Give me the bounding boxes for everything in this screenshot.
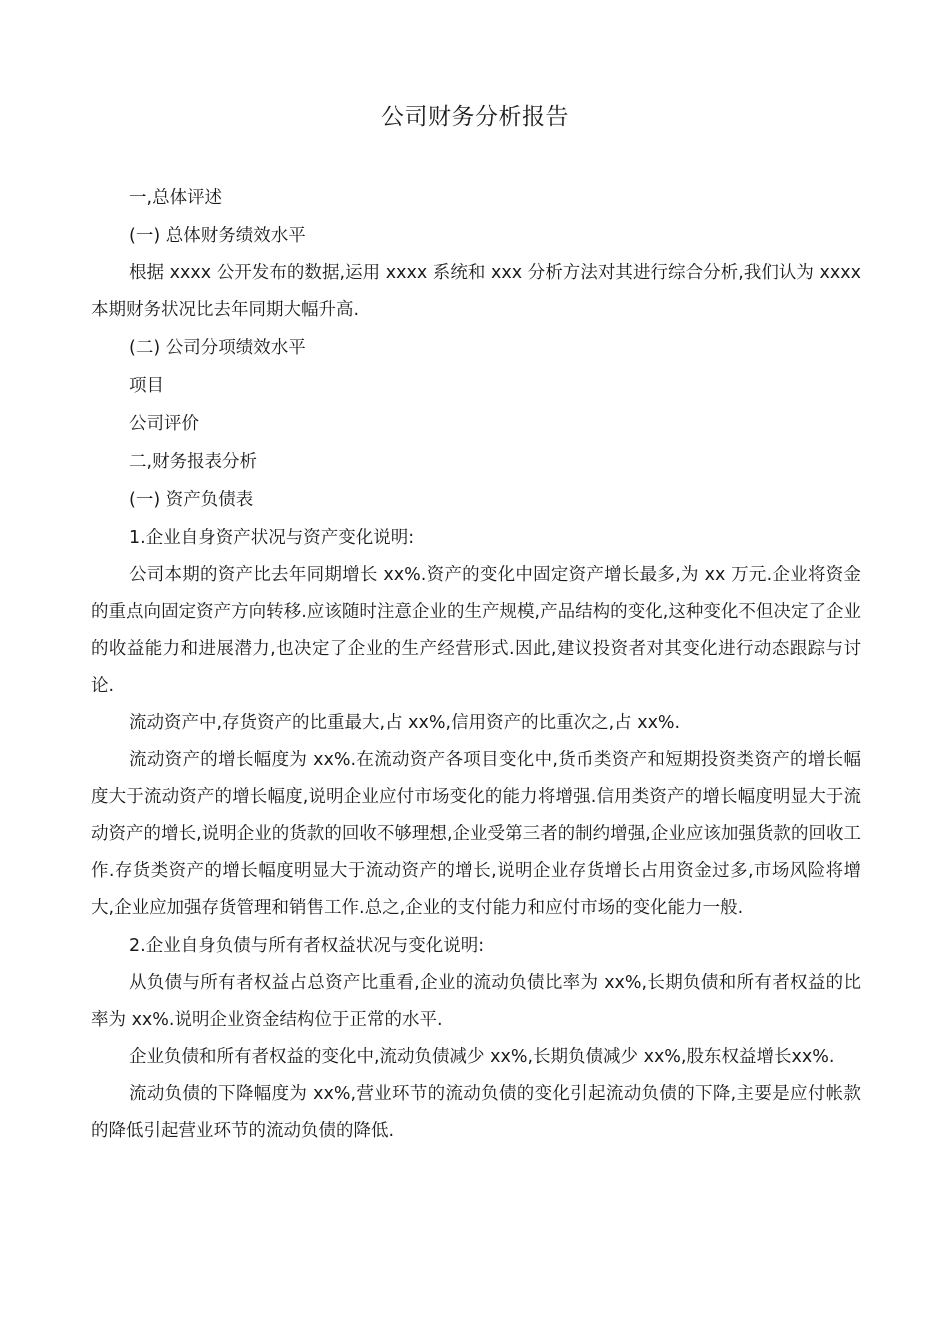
section-heading: 二,财务报表分析 — [129, 452, 258, 472]
subsection-heading: (一) 总体财务绩效水平 — [129, 226, 306, 246]
section-heading: 一,总体评述 — [129, 188, 223, 208]
item-heading: 1.企业自身资产状况与资产变化说明: — [129, 528, 415, 548]
document-body — [91, 179, 861, 1150]
document-title: 公司财务分析报告 — [381, 104, 569, 130]
body-paragraph: 企业负债和所有者权益的变化中,流动负债减少 xx%,长期负债减少 xx%,股东权益增长xx%. — [129, 1047, 835, 1067]
subsection-heading: (二) 公司分项绩效水平 — [129, 338, 306, 358]
body-paragraph: 流动资产中,存货资产的比重最大,占 xx%,信用资产的比重次之,占 xx%. — [129, 713, 681, 733]
item-heading: 2.企业自身负债与所有者权益状况与变化说明: — [129, 936, 485, 956]
body-line: 公司评价 — [129, 414, 199, 434]
body-paragraph: 公司本期的资产比去年同期增长 xx%.资产的变化中固定资产增长最多,为 xx 万元.企业将资金的重点向固定资产方向转移.应该随时注意企业的生产规模,产品结构的变化,这种变化不但决定了企业的收益能力和进展潜力,也决定了企业的生产经营形式.因此,建议投资者对其变化进行动态跟踪与讨论. — [91, 565, 861, 696]
body-paragraph: 流动资产的增长幅度为 xx%.在流动资产各项目变化中,货币类资产和短期投资类资产的增长幅度大于流动资产的增长幅度,说明企业应付市场变化的能力将增强.信用类资产的增长幅度明显大于流动资产的增长,说明企业的货款的回收不够理想,企业受第三者的制约增强,企业应该加强货款的回收工作.存货类资产的增长幅度明显大于流动资产的增长,说明企业存货增长占用资金过多,市场风险将增大,企业应加强存货管理和销售工作.总之,企业的支付能力和应付市场的变化能力一般. — [91, 750, 861, 918]
subsection-heading: (一) 资产负债表 — [129, 490, 254, 510]
body-paragraph: 根据 xxxx 公开发布的数据,运用 xxxx 系统和 xxx 分析方法对其进行综合分析,我们认为 xxxx 本期财务状况比去年同期大幅升高. — [91, 263, 861, 320]
body-paragraph: 从负债与所有者权益占总资产比重看,企业的流动负债比率为 xx%,长期负债和所有者权益的比率为 xx%.说明企业资金结构位于正常的水平. — [91, 973, 861, 1030]
body-line: 项目 — [129, 376, 164, 396]
body-paragraph: 流动负债的下降幅度为 xx%,营业环节的流动负债的变化引起流动负债的下降,主要是应付帐款的降低引起营业环节的流动负债的降低. — [91, 1084, 861, 1141]
